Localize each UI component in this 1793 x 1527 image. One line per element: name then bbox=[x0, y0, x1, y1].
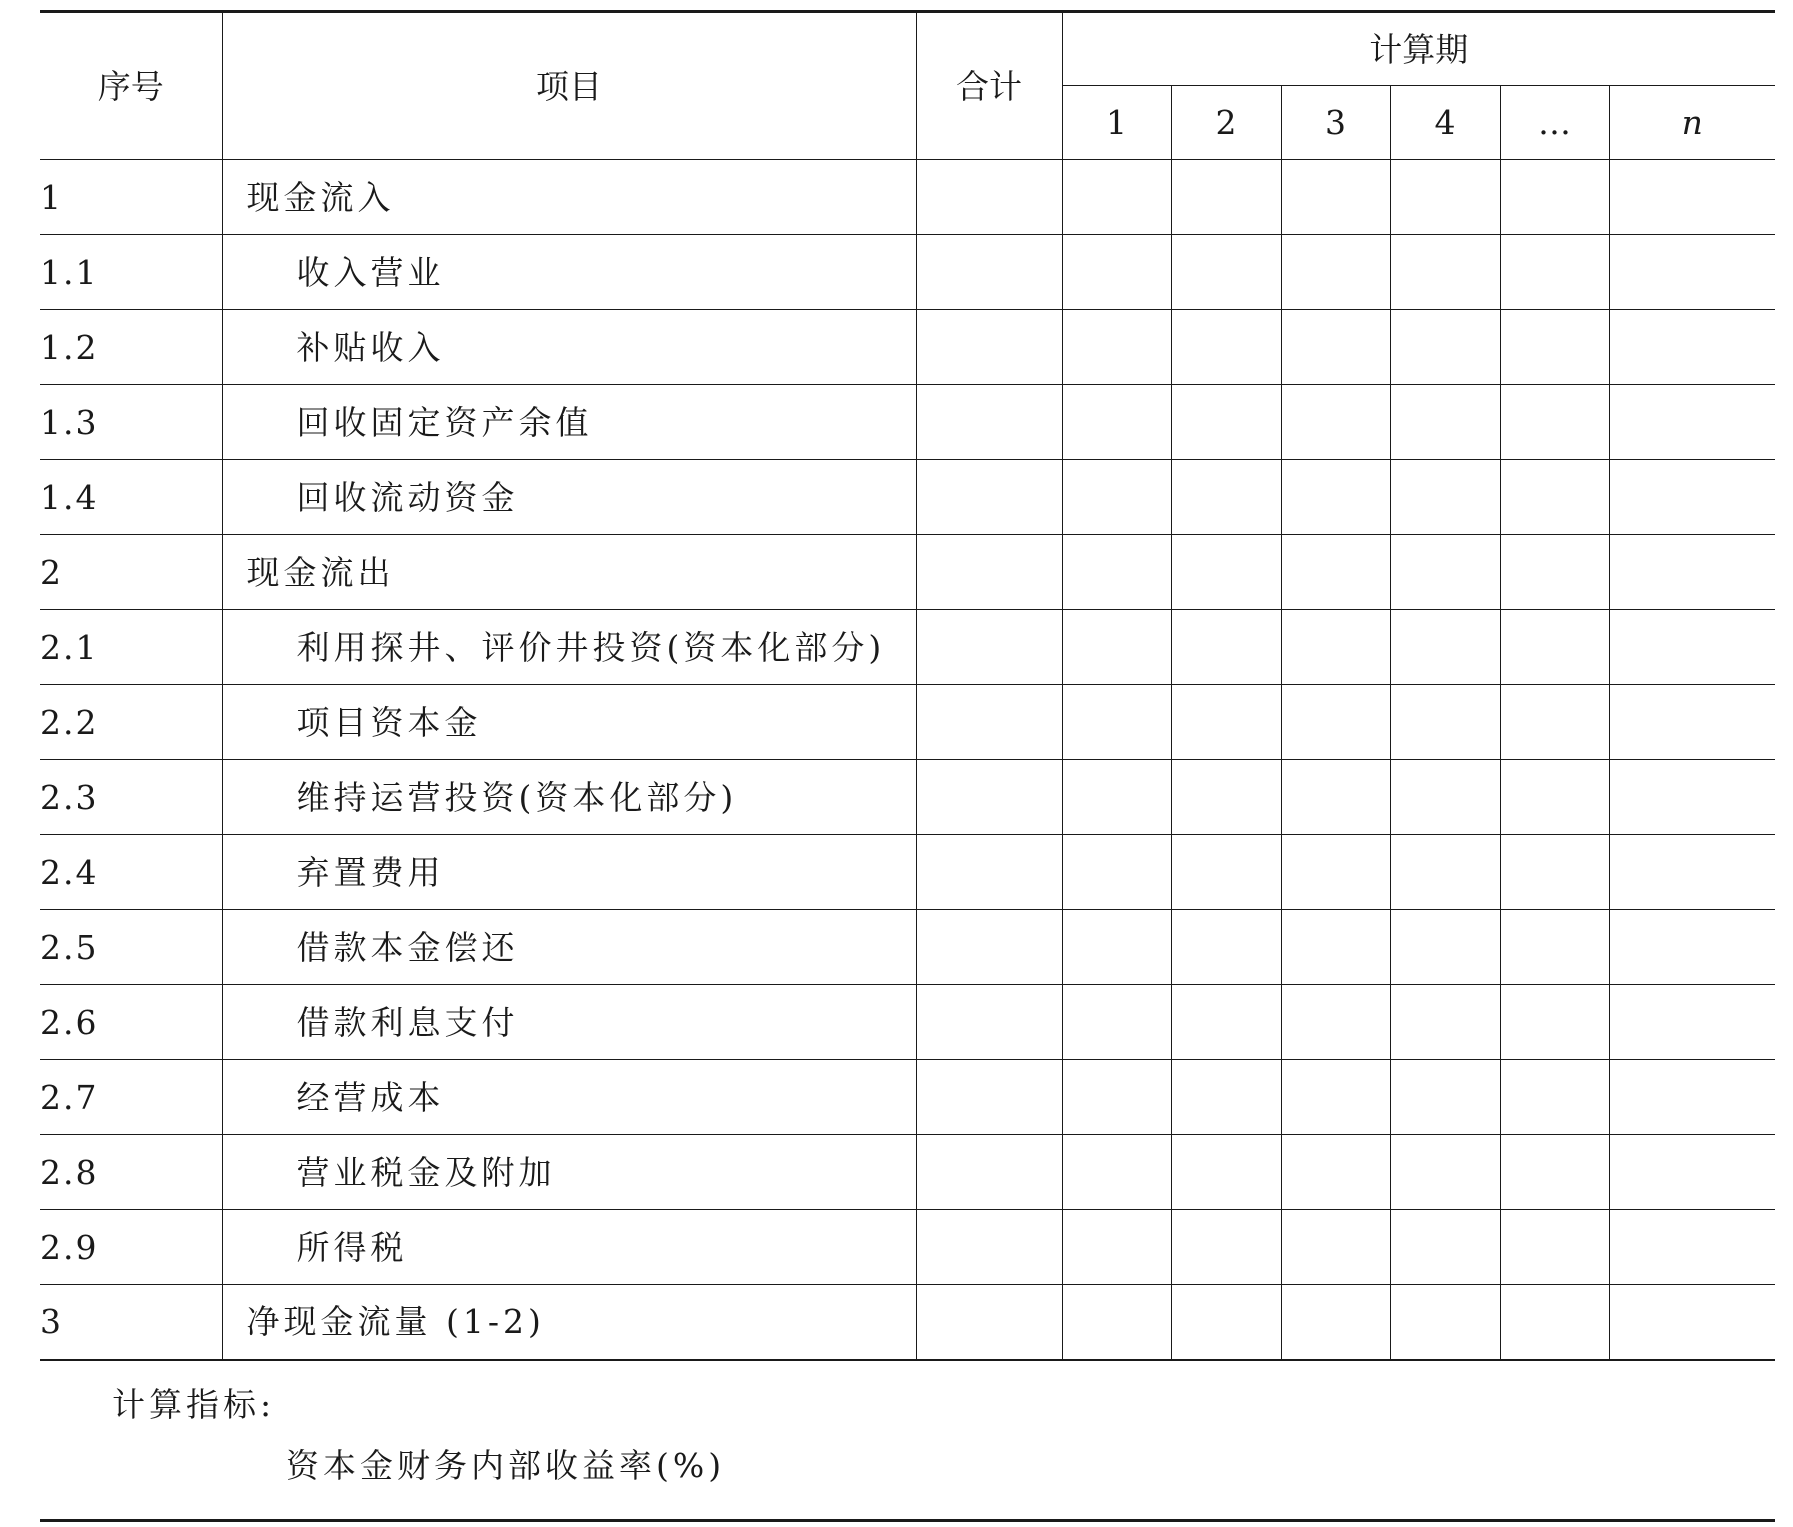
row-period-cell bbox=[1062, 835, 1171, 910]
row-period-cell bbox=[1609, 910, 1775, 985]
row-period-cell bbox=[1390, 985, 1500, 1060]
row-period-cell bbox=[1171, 835, 1281, 910]
row-period-cell bbox=[1171, 460, 1281, 535]
row-period-cell bbox=[1062, 1060, 1171, 1135]
row-period-cell bbox=[1390, 1060, 1500, 1135]
row-item bbox=[222, 1285, 916, 1360]
table-row bbox=[40, 385, 1775, 460]
table-row bbox=[40, 235, 1775, 310]
row-period-cell bbox=[1609, 235, 1775, 310]
header-item: 项目 bbox=[222, 12, 916, 160]
row-period-cell bbox=[1500, 1285, 1609, 1360]
row-total-cell bbox=[916, 985, 1062, 1060]
row-period-cell bbox=[1281, 610, 1390, 685]
row-seq: 3 bbox=[40, 1285, 222, 1360]
row-item-label: 现金流入 bbox=[246, 177, 395, 217]
row-period-cell bbox=[1281, 160, 1390, 235]
row-seq: 1.2 bbox=[40, 310, 222, 385]
table-row bbox=[40, 1060, 1775, 1135]
row-period-cell bbox=[1281, 310, 1390, 385]
row-period-cell bbox=[1171, 235, 1281, 310]
row-seq: 1 bbox=[40, 160, 222, 235]
row-period-cell bbox=[1171, 685, 1281, 760]
row-total-cell bbox=[916, 1060, 1062, 1135]
row-total-cell bbox=[916, 760, 1062, 835]
header-period-1: 1 bbox=[1062, 86, 1171, 160]
row-period-cell bbox=[1609, 685, 1775, 760]
row-item-label: 回收固定资产余值 bbox=[296, 402, 593, 442]
header-period-n: n bbox=[1609, 86, 1775, 160]
row-period-cell bbox=[1390, 1210, 1500, 1285]
row-total-cell bbox=[916, 1285, 1062, 1360]
row-period-cell bbox=[1500, 685, 1609, 760]
row-period-cell bbox=[1500, 760, 1609, 835]
row-period-cell bbox=[1281, 385, 1390, 460]
row-item bbox=[222, 985, 916, 1060]
row-item-label: 利用探井、评价井投资(资本化部分) bbox=[296, 627, 886, 667]
row-total-cell bbox=[916, 160, 1062, 235]
row-total-cell bbox=[916, 610, 1062, 685]
row-period-cell bbox=[1500, 985, 1609, 1060]
row-period-cell bbox=[1062, 610, 1171, 685]
row-total-cell bbox=[916, 835, 1062, 910]
table-row bbox=[40, 985, 1775, 1060]
row-item-label: 回收流动资金 bbox=[296, 477, 519, 517]
row-period-cell bbox=[1609, 1135, 1775, 1210]
row-item-label: 借款利息支付 bbox=[296, 1002, 519, 1042]
row-period-cell bbox=[1609, 460, 1775, 535]
row-seq: 1.3 bbox=[40, 385, 222, 460]
row-period-cell bbox=[1390, 835, 1500, 910]
cash-flow-sheet bbox=[40, 0, 1775, 1527]
row-period-cell bbox=[1609, 1060, 1775, 1135]
row-seq: 2.6 bbox=[40, 985, 222, 1060]
row-period-cell bbox=[1281, 835, 1390, 910]
table-row bbox=[40, 1210, 1775, 1285]
row-period-cell bbox=[1281, 1060, 1390, 1135]
row-item bbox=[222, 1135, 916, 1210]
row-seq: 1.4 bbox=[40, 460, 222, 535]
row-period-cell bbox=[1390, 1285, 1500, 1360]
header-total: 合计 bbox=[916, 12, 1062, 160]
row-seq: 2.2 bbox=[40, 685, 222, 760]
row-item-label: 补贴收入 bbox=[296, 327, 445, 367]
table-row bbox=[40, 1135, 1775, 1210]
row-item-label: 维持运营投资(资本化部分) bbox=[296, 777, 738, 817]
row-total-cell bbox=[916, 1135, 1062, 1210]
row-period-cell bbox=[1171, 160, 1281, 235]
row-item bbox=[222, 160, 916, 235]
row-period-cell bbox=[1609, 610, 1775, 685]
row-period-cell bbox=[1500, 835, 1609, 910]
row-item bbox=[222, 385, 916, 460]
row-item bbox=[222, 460, 916, 535]
row-period-cell bbox=[1062, 1210, 1171, 1285]
row-item bbox=[222, 760, 916, 835]
table-row bbox=[40, 835, 1775, 910]
row-total-cell bbox=[916, 685, 1062, 760]
table-header bbox=[40, 12, 1775, 160]
row-item-label: 经营成本 bbox=[296, 1077, 445, 1117]
row-seq: 2.3 bbox=[40, 760, 222, 835]
row-period-cell bbox=[1281, 1210, 1390, 1285]
row-period-cell bbox=[1390, 1135, 1500, 1210]
table-row bbox=[40, 610, 1775, 685]
row-period-cell bbox=[1390, 535, 1500, 610]
row-period-cell bbox=[1062, 235, 1171, 310]
table-row bbox=[40, 460, 1775, 535]
header-period-ellipsis: … bbox=[1500, 86, 1609, 160]
table-row bbox=[40, 310, 1775, 385]
indicators-section bbox=[40, 1369, 1775, 1522]
row-item-label: 营业税金及附加 bbox=[296, 1152, 556, 1192]
row-period-cell bbox=[1062, 1135, 1171, 1210]
row-period-cell bbox=[1390, 760, 1500, 835]
table-row bbox=[40, 535, 1775, 610]
row-total-cell bbox=[916, 1210, 1062, 1285]
row-period-cell bbox=[1281, 760, 1390, 835]
table-body bbox=[40, 160, 1775, 1360]
row-period-cell bbox=[1500, 310, 1609, 385]
row-period-cell bbox=[1281, 1285, 1390, 1360]
row-total-cell bbox=[916, 235, 1062, 310]
row-period-cell bbox=[1500, 160, 1609, 235]
row-item-label: 现金流出 bbox=[246, 552, 395, 592]
row-period-cell bbox=[1390, 460, 1500, 535]
row-period-cell bbox=[1500, 235, 1609, 310]
row-item-label: 净现金流量 (1-2) bbox=[246, 1302, 545, 1342]
row-item bbox=[222, 610, 916, 685]
row-period-cell bbox=[1281, 535, 1390, 610]
row-period-cell bbox=[1171, 985, 1281, 1060]
row-period-cell bbox=[1500, 1210, 1609, 1285]
row-period-cell bbox=[1062, 910, 1171, 985]
row-item-label: 所得税 bbox=[296, 1227, 408, 1267]
table-row bbox=[40, 760, 1775, 835]
row-seq: 2.8 bbox=[40, 1135, 222, 1210]
row-period-cell bbox=[1500, 1135, 1609, 1210]
row-period-cell bbox=[1500, 460, 1609, 535]
row-period-cell bbox=[1171, 760, 1281, 835]
row-period-cell bbox=[1171, 310, 1281, 385]
row-period-cell bbox=[1171, 1060, 1281, 1135]
row-period-cell bbox=[1171, 535, 1281, 610]
row-period-cell bbox=[1609, 385, 1775, 460]
row-period-cell bbox=[1390, 685, 1500, 760]
row-period-cell bbox=[1281, 910, 1390, 985]
row-period-cell bbox=[1171, 910, 1281, 985]
row-period-cell bbox=[1390, 385, 1500, 460]
row-period-cell bbox=[1171, 1210, 1281, 1285]
row-seq: 2.5 bbox=[40, 910, 222, 985]
row-total-cell bbox=[916, 910, 1062, 985]
row-item bbox=[222, 685, 916, 760]
row-period-cell bbox=[1281, 235, 1390, 310]
row-period-cell bbox=[1390, 160, 1500, 235]
row-seq: 2.9 bbox=[40, 1210, 222, 1285]
row-item bbox=[222, 310, 916, 385]
row-period-cell bbox=[1062, 760, 1171, 835]
row-period-cell bbox=[1609, 310, 1775, 385]
row-period-cell bbox=[1609, 535, 1775, 610]
row-period-cell bbox=[1500, 1060, 1609, 1135]
row-period-cell bbox=[1062, 310, 1171, 385]
row-period-cell bbox=[1609, 1285, 1775, 1360]
row-item bbox=[222, 235, 916, 310]
row-period-cell bbox=[1390, 235, 1500, 310]
row-period-cell bbox=[1500, 535, 1609, 610]
row-period-cell bbox=[1281, 685, 1390, 760]
row-seq: 1.1 bbox=[40, 235, 222, 310]
row-item bbox=[222, 910, 916, 985]
row-seq: 2.7 bbox=[40, 1060, 222, 1135]
row-period-cell bbox=[1281, 1135, 1390, 1210]
table-row bbox=[40, 910, 1775, 985]
row-period-cell bbox=[1062, 685, 1171, 760]
row-period-cell bbox=[1062, 385, 1171, 460]
row-period-cell bbox=[1390, 610, 1500, 685]
header-seq: 序号 bbox=[40, 12, 222, 160]
indicator-irr: 资本金财务内部收益率(%) bbox=[286, 1446, 726, 1485]
row-period-cell bbox=[1500, 385, 1609, 460]
row-item-label: 弃置费用 bbox=[296, 852, 445, 892]
row-total-cell bbox=[916, 535, 1062, 610]
row-item bbox=[222, 1060, 916, 1135]
cash-flow-table bbox=[40, 10, 1775, 1361]
row-period-cell bbox=[1171, 385, 1281, 460]
header-period-group: 计算期 bbox=[1062, 12, 1775, 86]
row-period-cell bbox=[1390, 910, 1500, 985]
row-item-label: 收入营业 bbox=[296, 252, 445, 292]
table-row bbox=[40, 685, 1775, 760]
header-period-2: 2 bbox=[1171, 86, 1281, 160]
row-period-cell bbox=[1062, 535, 1171, 610]
row-item-label: 项目资本金 bbox=[296, 702, 482, 742]
row-seq: 2.4 bbox=[40, 835, 222, 910]
row-period-cell bbox=[1171, 1285, 1281, 1360]
header-period-3: 3 bbox=[1281, 86, 1390, 160]
row-item-label: 借款本金偿还 bbox=[296, 927, 519, 967]
row-period-cell bbox=[1609, 1210, 1775, 1285]
row-period-cell bbox=[1281, 985, 1390, 1060]
row-seq: 2.1 bbox=[40, 610, 222, 685]
row-period-cell bbox=[1500, 610, 1609, 685]
row-period-cell bbox=[1062, 460, 1171, 535]
row-item bbox=[222, 1210, 916, 1285]
row-period-cell bbox=[1281, 460, 1390, 535]
row-period-cell bbox=[1062, 1285, 1171, 1360]
row-item bbox=[222, 535, 916, 610]
row-item bbox=[222, 835, 916, 910]
row-period-cell bbox=[1609, 985, 1775, 1060]
row-period-cell bbox=[1171, 610, 1281, 685]
row-period-cell bbox=[1062, 160, 1171, 235]
row-period-cell bbox=[1171, 1135, 1281, 1210]
header-period-4: 4 bbox=[1390, 86, 1500, 160]
table-row bbox=[40, 160, 1775, 235]
row-total-cell bbox=[916, 385, 1062, 460]
row-seq: 2 bbox=[40, 535, 222, 610]
row-period-cell bbox=[1500, 910, 1609, 985]
table-row bbox=[40, 1285, 1775, 1360]
indicators-title: 计算指标: bbox=[112, 1385, 276, 1424]
row-period-cell bbox=[1062, 985, 1171, 1060]
row-total-cell bbox=[916, 310, 1062, 385]
row-period-cell bbox=[1390, 310, 1500, 385]
row-period-cell bbox=[1609, 160, 1775, 235]
row-period-cell bbox=[1609, 835, 1775, 910]
row-total-cell bbox=[916, 460, 1062, 535]
row-period-cell bbox=[1609, 760, 1775, 835]
